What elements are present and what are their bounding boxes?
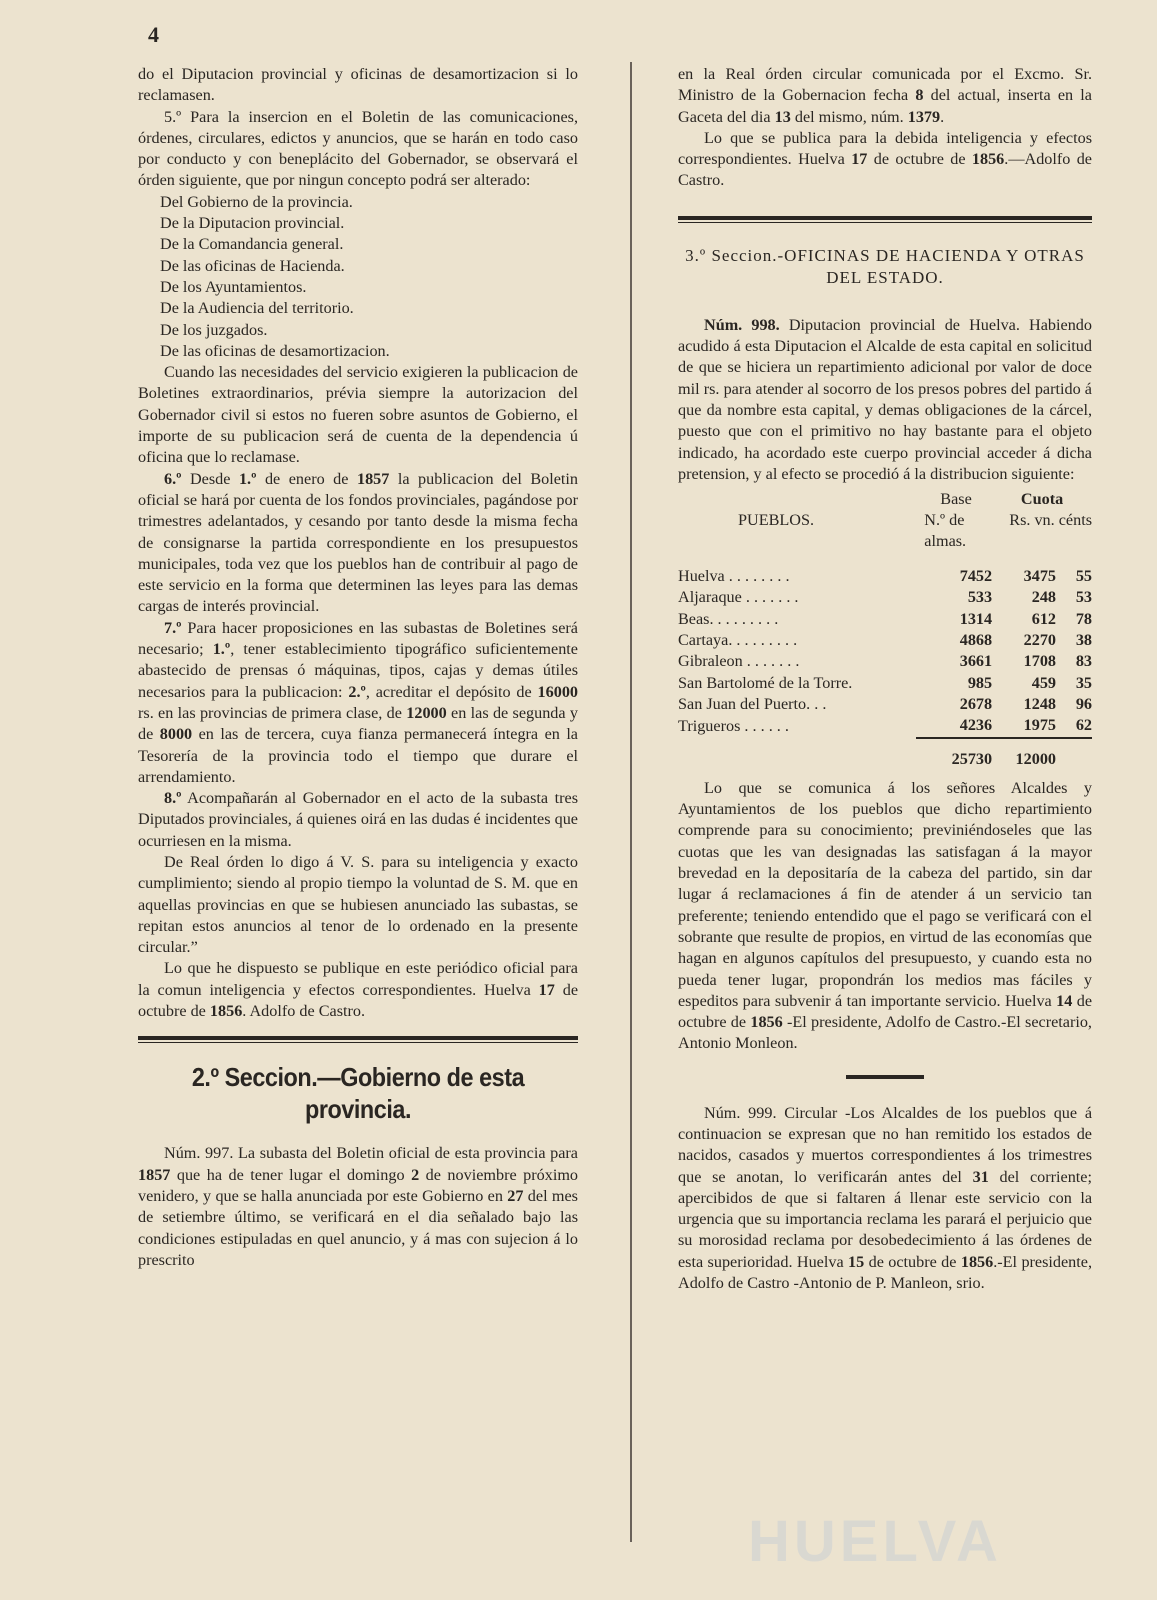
cell-base: 7452 (959, 567, 993, 586)
cell-cents: 62 (1075, 716, 1092, 735)
cell-rs: 1708 (1023, 652, 1056, 671)
table-row (678, 715, 1092, 737)
item-999: Núm. 999. Circular -Los Alcaldes de los pueblos que á continuacion se expresan que no han remitido los estados de nacidos, casados y muertos correspondientes á los trimestres que se anotan, lo verificarán antes del 31 del corriente; apercibidos de que si faltaren á llenar este servicio con la urgencia que su importancia reclama les parará el perjuicio que su morosidad reclama por desobedecimiento á las órdenes de esta superioridad. Huelva 15 de octubre de 1856.-El presidente, Adolfo de Castro -Antonio de P. Manleon, srio. (678, 1103, 1093, 1293)
cell-cents: 96 (1075, 694, 1092, 713)
cell-rs: 1975 (1023, 716, 1056, 735)
total-base: 25730 (916, 738, 992, 770)
article-8: 8.º Acompañarán al Gobernador en el acto de la subasta tres Diputados provinciales, á quienes oirá en las dudas é incidentes que ocurriesen en la misma. (138, 789, 578, 850)
table-row (678, 609, 1092, 630)
article-5: 5.º Para la insercion en el Boletin de las comunicaciones, órdenes, circulares, edictos y anuncios, que se harán en todo caso por conducto y con beneplácito del Gobernador, se observará el órden siguiente, que por ningun concepto podrá ser alterado: (138, 107, 578, 190)
cell-rs: 3475 (1023, 567, 1056, 586)
table-row (678, 694, 1092, 715)
cell-rs: 612 (1031, 609, 1056, 628)
page-number: 4 (148, 22, 159, 47)
cell-cents: 53 (1075, 588, 1092, 607)
cell-pueblo: Cartaya. . . . . . . . . (678, 631, 798, 650)
cell-cents: 83 (1075, 652, 1092, 671)
cell-base: 1314 (959, 609, 993, 628)
column-divider (630, 62, 632, 1542)
cell-rs: 459 (1031, 673, 1056, 692)
item-998: Núm. 998. Diputacion provincial de Huelva. Habiendo acudido á esta Diputacion el Alcalde de esta capital en solicitud de que se hiciera un repartimiento adicional por valor de doce mil rs. para atender al socorro de los presos pobres del partido á que da nombre esta capital, y demas obligaciones de la cárcel, puesto que con el primitivo no hay bastante para el objeto indicado, ha acordado este cuerpo provincial acceder á dicha pretension, y al efecto se procedió á la distribucion siguiente: (678, 315, 1092, 483)
table-row (678, 566, 1092, 587)
cell-cents: 55 (1075, 567, 1092, 586)
cell-base: 533 (967, 588, 993, 607)
list-item: De las oficinas de Hacienda. (160, 256, 345, 275)
table-row (678, 630, 1092, 651)
article-6: 6.º Desde 1.º de enero de 1857 la publicacion del Boletin oficial se hará por cuenta de los fondos provinciales, pagándose por trimestres adelantados, y cesando por tanto desde la misma fecha de consignarse la partida correspondiente en los presupuestos municipales, toda vez que los pueblos han de contribuir al pago de este servicio en la forma que determinen las leyes para las demas cargas de interés provincial. (138, 469, 578, 616)
list-item: De los Ayuntamientos. (160, 277, 307, 296)
paragraph-comunica: Lo que se comunica á los señores Alcaldes y Ayuntamientos de los pueblos que dicho repartimiento comprende para su conocimiento; previniéndoseles que las cuotas que les van designadas las satisfagan á la mayor brevedad en la depositaría de la cabeza del partido, sin dar lugar á reclamaciones á fin de atender á un servicio tan preferente; teniendo entendido que el pago se verificará con el sobrante que resulte de propios, en virtud de las economías que hagan en algunos capítulos del presupuesto, y cuando esta no pueda tener lugar, propondrán los medios mas fáciles y espeditos para subvenir á tan importante servicio. Huelva 14 de octubre de 1856 -El presidente, Adolfo de Castro.-El secretario, Antonio Monleon. (678, 778, 1093, 1053)
library-stamp-watermark: HUELVA (748, 1509, 1002, 1574)
cell-rs: 1248 (1023, 694, 1056, 713)
cell-pueblo: Trigueros . . . . . . (678, 716, 789, 735)
short-divider (846, 1075, 924, 1079)
section-divider (138, 1036, 578, 1043)
publication-order-list (138, 192, 578, 362)
cell-base: 4236 (959, 716, 993, 735)
total-rs: 12000 (992, 738, 1056, 770)
cell-base: 2678 (959, 694, 993, 713)
cell-cents: 78 (1075, 609, 1092, 628)
paragraph-continuation: do el Diputacion provincial y oficinas de desamortizacion si lo reclamasen. (138, 65, 578, 105)
table-row (678, 587, 1092, 608)
section-heading-2: 2.º Seccion.—Gobierno de esta provincia. (191, 1062, 525, 1125)
cell-cents: 38 (1075, 631, 1092, 650)
cell-rs: 2270 (1023, 631, 1056, 650)
list-item: De la Comandancia general. (160, 235, 344, 254)
cell-pueblo: Beas. . . . . . . . . (678, 609, 779, 628)
section-heading-3: 3.º Seccion.-OFICINAS DE HACIENDA Y OTRAS DEL ESTADO. (685, 245, 1085, 287)
table-row (678, 651, 1092, 672)
cell-pueblo: San Juan del Puerto. . . (678, 694, 827, 713)
list-item: De los juzgados. (160, 320, 268, 339)
paragraph-extraordinary: Cuando las necesidades del servicio exigieren la publicacion de Boletines extraordinarios, prévia siempre la autorizacion del Gobernador civil si estos no fueren sobre asuntos de Gobierno, el importe de su publicacion será de cuenta de la dependencia ú oficina que lo reclamase. (138, 363, 578, 467)
item-997: Núm. 997. La subasta del Boletin oficial de esta provincia para 1857 que ha de tener lugar el domingo 2 de noviembre próximo venidero, y que se halla anunciada por este Gobierno en 27 del mes de setiembre último, se verificará en el dia señalado bajo las condiciones estipuladas en quel anuncio, y á mas con sujecion á lo prescrito (138, 1144, 578, 1269)
cell-base: 4868 (959, 631, 993, 650)
section-divider (678, 216, 1092, 223)
paragraph-publication: Lo que he dispuesto se publique en este periódico oficial para la comun inteligencia y efectos correspondientes. Huelva 17 de octubre de 1856. Adolfo de Castro. (138, 959, 578, 1021)
list-item: De la Diputacion provincial. (160, 214, 345, 233)
right-column (678, 64, 1092, 1294)
col-cuota: Cuota Rs. vn. cénts (1009, 490, 1092, 530)
paragraph-real-orden: De Real órden lo digo á V. S. para su inteligencia y exacto cumplimiento; siendo al propio tiempo la voluntad de S. M. que en aquellas provincias en que se hubiesen anunciado las subastas, se repitan estos anuncios al tenor de lo ordenado en la presente circular.” (138, 852, 578, 957)
paragraph-publication: Lo que se publica para la debida inteligencia y efectos correspondientes. Huelva 17 de octubre de 1856.—Adolfo de Castro. (678, 128, 1092, 190)
col-pueblos: PUEBLOS. (738, 511, 815, 530)
list-item: De las oficinas de desamortizacion. (160, 341, 390, 360)
paragraph-continuation: en la Real órden circular comunicada por el Excmo. Sr. Ministro de la Gobernacion fecha 8 del actual, inserta en la Gaceta del dia 13 del mismo, núm. 1379. (678, 65, 1092, 126)
article-7: 7.º Para hacer proposiciones en las subastas de Boletines será necesario; 1.º, tener establecimiento tipográfico suficientemente abastecido de prensas ó máquinas, tipos, cajas y demas útiles necesarios para la publicacion: 2.º, acreditar el depósito de 16000 rs. en las provincias de primera clase, de 12000 en las de segunda y de 8000 en las de tercera, cuya fianza permanecerá íntegra en la Tesorería de la provincia todo el tiempo que durare el arrendamiento. (138, 618, 578, 786)
distribution-table (678, 489, 1092, 770)
col-base: Base N.º de almas. (924, 490, 972, 551)
cell-cents: 35 (1075, 673, 1092, 692)
cell-pueblo: Gibraleon . . . . . . . (678, 652, 800, 671)
left-column (138, 64, 578, 1271)
list-item: Del Gobierno de la provincia. (160, 192, 353, 211)
cell-rs: 248 (1031, 588, 1056, 607)
cell-pueblo: San Bartolomé de la Torre. (678, 673, 853, 692)
cell-base: 3661 (959, 652, 993, 671)
table-total-row (678, 738, 1092, 770)
table-row (678, 673, 1092, 694)
cell-pueblo: Huelva . . . . . . . . (678, 567, 790, 586)
cell-pueblo: Aljaraque . . . . . . . (678, 588, 799, 607)
cell-base: 985 (967, 673, 993, 692)
list-item: De la Audiencia del territorio. (160, 299, 354, 318)
